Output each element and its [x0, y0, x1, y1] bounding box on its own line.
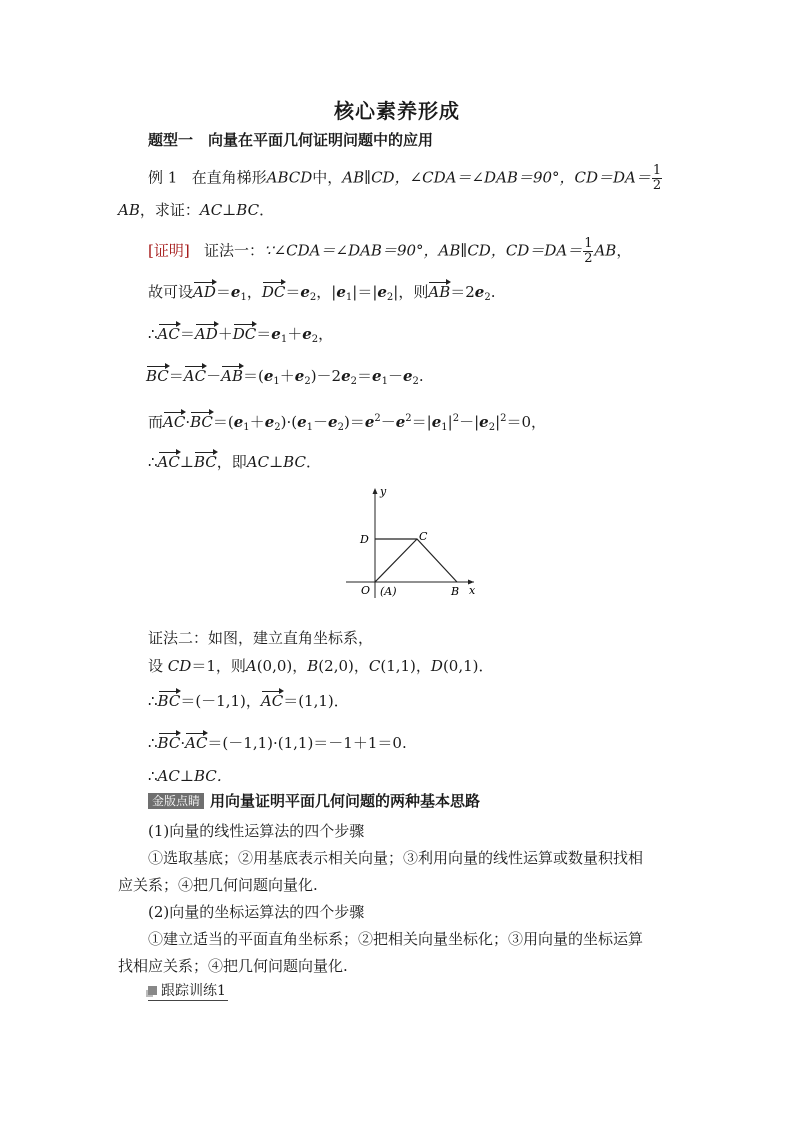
proof2-line-1: 证法二：如图，建立直角坐标系， — [148, 629, 374, 647]
text: ． — [305, 453, 321, 471]
point-b-label: B — [451, 585, 460, 598]
vector-ab: AB — [428, 283, 451, 301]
vector-bc: BC — [157, 734, 181, 752]
text: . — [418, 367, 424, 385]
proof1-line-3 — [148, 324, 333, 350]
point-b: B — [307, 657, 319, 675]
superscript: 2 — [500, 413, 507, 424]
punct: ， — [616, 241, 632, 260]
follow-up-label: 跟踪训练1 — [161, 983, 226, 999]
example-line-1 — [148, 164, 663, 193]
text: )－2 — [310, 367, 342, 385]
vector-bc: BC — [193, 453, 217, 471]
vector-e: e — [364, 413, 375, 431]
subscript: 2 — [311, 334, 319, 345]
vector-e: e — [336, 283, 346, 301]
text: ＝(－1,1)， — [180, 692, 261, 710]
text: |，则 — [393, 283, 429, 301]
subscript: 2 — [350, 376, 358, 387]
punct: ， — [318, 325, 334, 343]
proof2-line-4 — [148, 733, 407, 753]
text: ＝(1,1)． — [283, 692, 349, 710]
text: － — [380, 413, 396, 431]
text: － — [313, 413, 329, 431]
proof2-line-3 — [148, 691, 349, 711]
fraction-numerator: 1 — [584, 236, 593, 251]
follow-up-icon — [148, 986, 157, 995]
example-line-2 — [118, 200, 274, 220]
proof-tag: [证明] — [148, 241, 190, 260]
subscript: 2 — [309, 292, 317, 303]
segment-ac — [375, 539, 417, 582]
vector-e: e — [341, 367, 351, 385]
tips-p1-line1: ①选取基底；②用基底表示相关向量；③利用向量的线性运算或数量积找相 — [148, 849, 644, 867]
subscript: 1 — [273, 376, 280, 387]
text: | — [495, 413, 501, 431]
vector-ac: AC — [185, 734, 208, 752]
vector-e: e — [230, 283, 241, 301]
vector-e: e — [372, 367, 382, 385]
example-text: 中， — [312, 168, 343, 187]
text: ＝( — [212, 413, 234, 431]
vector-e: e — [328, 413, 338, 431]
vector-dc: DC — [232, 325, 257, 343]
fraction-denominator: 2 — [652, 178, 662, 193]
vector-ab: AB — [221, 367, 243, 385]
text: ⊥ — [179, 453, 194, 471]
vector-e: e — [294, 367, 305, 385]
example-text: ． — [259, 201, 275, 219]
tips-p2-line2: 找相应关系；④把几何问题向量化. — [118, 957, 348, 975]
proof2-line-2 — [148, 656, 494, 676]
therefore: ∴ — [148, 767, 158, 785]
subscript: 2 — [274, 422, 281, 433]
text: ＝0， — [506, 413, 547, 431]
proof-because: ∵∠CDA＝∠DAB＝90°，AB∥CD，CD＝DA＝ — [264, 241, 583, 260]
vector-e: e — [271, 325, 281, 343]
fraction-denominator: 2 — [584, 251, 593, 266]
vector-e: e — [302, 325, 312, 343]
point-c-label: C — [419, 530, 428, 543]
vector-ad: AD — [194, 325, 218, 343]
tips-badge: 金版点睛 — [148, 793, 204, 809]
trapezoid-figure — [340, 482, 486, 604]
therefore: ∴ — [148, 453, 158, 471]
text: )＝ — [343, 413, 365, 431]
point-c: C — [368, 657, 381, 675]
vector-ac: AC — [157, 325, 180, 343]
text: 设 — [148, 657, 164, 675]
superscript: 2 — [452, 413, 460, 424]
text: ＝ — [285, 283, 301, 301]
subscript: 1 — [280, 334, 288, 345]
proof1-line-6 — [148, 452, 321, 472]
proof2-conclusion: AC⊥BC． — [157, 767, 232, 785]
therefore: ∴ — [148, 734, 158, 752]
vector-e: e — [233, 413, 244, 431]
text: (2,0)， — [318, 657, 369, 675]
proof2-line-5 — [148, 766, 232, 786]
proof-ab: AB — [594, 241, 617, 260]
vector-e: e — [395, 413, 406, 431]
x-axis-label: x — [469, 584, 476, 597]
point-o-label: O — [361, 584, 371, 597]
text: － — [387, 367, 403, 385]
example-text: 在直角梯形 — [191, 168, 267, 187]
text: －| — [459, 413, 480, 431]
text: ，即 — [216, 453, 247, 471]
superscript: 2 — [374, 413, 381, 424]
proof1-line-5 — [148, 409, 546, 438]
fraction-numerator: 1 — [652, 163, 662, 178]
proof-method: 证法一： — [204, 241, 265, 260]
vector-ac: AC — [157, 453, 180, 471]
text: 而 — [148, 413, 164, 431]
text: . — [490, 283, 496, 301]
subscript: 2 — [386, 292, 394, 303]
vector-e: e — [479, 413, 489, 431]
example-trapezoid: ABCD — [266, 168, 313, 187]
example-condition: AB∥CD，∠CDA＝∠DAB＝90°，CD＝DA＝ — [342, 168, 651, 187]
tips-h2: (2)向量的坐标运算法的四个步骤 — [148, 903, 365, 921]
subscript: 1 — [441, 422, 448, 433]
segment-cd: CD — [167, 657, 192, 675]
fraction — [652, 164, 662, 193]
tips-p1-line2: 应关系；④把几何问题向量化. — [118, 876, 318, 894]
text: ＝2 — [450, 283, 475, 301]
superscript: 2 — [405, 413, 412, 424]
proof1-line-4 — [146, 366, 424, 392]
point-d: D — [430, 657, 443, 675]
vector-e: e — [300, 283, 310, 301]
subscript: 2 — [337, 422, 344, 433]
example-label: 例 1 — [148, 168, 178, 187]
page-title: 核心素养形成 — [334, 99, 460, 123]
vector-e: e — [402, 367, 413, 385]
vector-ad: AD — [193, 283, 216, 301]
tips-h1: (1)向量的线性运算法的四个步骤 — [148, 822, 365, 840]
text: | — [447, 413, 453, 431]
proof-claim: AC⊥BC — [246, 453, 306, 471]
vector-e: e — [377, 283, 387, 301]
vector-e: e — [474, 283, 485, 301]
example-ab: AB — [118, 201, 140, 219]
text: ＋ — [249, 413, 265, 431]
point-d-label: D — [360, 533, 369, 546]
vector-e: e — [264, 413, 275, 431]
text: ＝ — [215, 283, 231, 301]
vector-dc: DC — [261, 283, 286, 301]
follow-up-link[interactable] — [148, 982, 228, 1001]
text: )·( — [280, 413, 298, 431]
trapezoid-sides — [375, 539, 457, 582]
subscript: 1 — [243, 422, 250, 433]
text: |＝| — [352, 283, 378, 301]
vector-bc: BC — [190, 413, 213, 431]
tips-heading-line — [148, 791, 480, 811]
subscript: 2 — [412, 376, 419, 387]
therefore: ∴ — [148, 692, 158, 710]
text: 故可设 — [148, 283, 194, 301]
text: ＝ — [256, 325, 272, 343]
subscript: 1 — [306, 422, 314, 433]
text: － — [206, 367, 222, 385]
point-a: A — [245, 657, 257, 675]
text: ＝ — [179, 325, 195, 343]
vector-bc: BC — [146, 367, 169, 385]
text: (0,0)， — [256, 657, 308, 675]
vector-ac: AC — [163, 413, 186, 431]
therefore: ∴ — [148, 325, 158, 343]
text: ＝(－1,1)·(1,1)＝－1＋1＝0. — [207, 734, 407, 752]
subscript: 2 — [304, 376, 311, 387]
text: ＝ — [168, 367, 184, 385]
text: (1,1)， — [380, 657, 431, 675]
subscript: 2 — [484, 292, 491, 303]
subscript: 1 — [345, 292, 353, 303]
proof1-line-1 — [148, 237, 631, 266]
vector-e: e — [263, 367, 274, 385]
proof1-line-2 — [148, 282, 495, 308]
example-claim: AC⊥BC — [199, 201, 260, 219]
text: ，| — [316, 283, 337, 301]
vector-e: e — [431, 413, 442, 431]
text: ＋ — [217, 325, 233, 343]
tips-heading: 用向量证明平面几何问题的两种基本思路 — [210, 792, 481, 810]
text: ， — [246, 283, 262, 301]
section-heading: 题型一 向量在平面几何证明问题中的应用 — [148, 131, 434, 149]
subscript: 1 — [240, 292, 247, 303]
vector-ac: AC — [183, 367, 207, 385]
text: · — [180, 734, 186, 752]
example-text: ，求证： — [139, 201, 200, 219]
text: ＋ — [287, 325, 303, 343]
fraction — [583, 237, 593, 266]
vector-e: e — [297, 413, 307, 431]
point-a-label: (A) — [380, 585, 397, 598]
text: ＝ — [357, 367, 373, 385]
vector-bc: BC — [157, 692, 181, 710]
text: (0,1)． — [442, 657, 494, 675]
y-axis-arrow — [373, 488, 378, 494]
text: ＋ — [279, 367, 295, 385]
tips-p2-line1: ①建立适当的平面直角坐标系；②把相关向量坐标化；③用向量的坐标运算 — [148, 930, 644, 948]
text: ＝| — [411, 413, 432, 431]
text: ＝( — [242, 367, 264, 385]
subscript: 1 — [381, 376, 388, 387]
y-axis-label: y — [380, 485, 387, 498]
text: · — [185, 413, 191, 431]
text: ＝1，则 — [191, 657, 246, 675]
vector-ac: AC — [260, 692, 284, 710]
subscript: 2 — [488, 422, 496, 433]
